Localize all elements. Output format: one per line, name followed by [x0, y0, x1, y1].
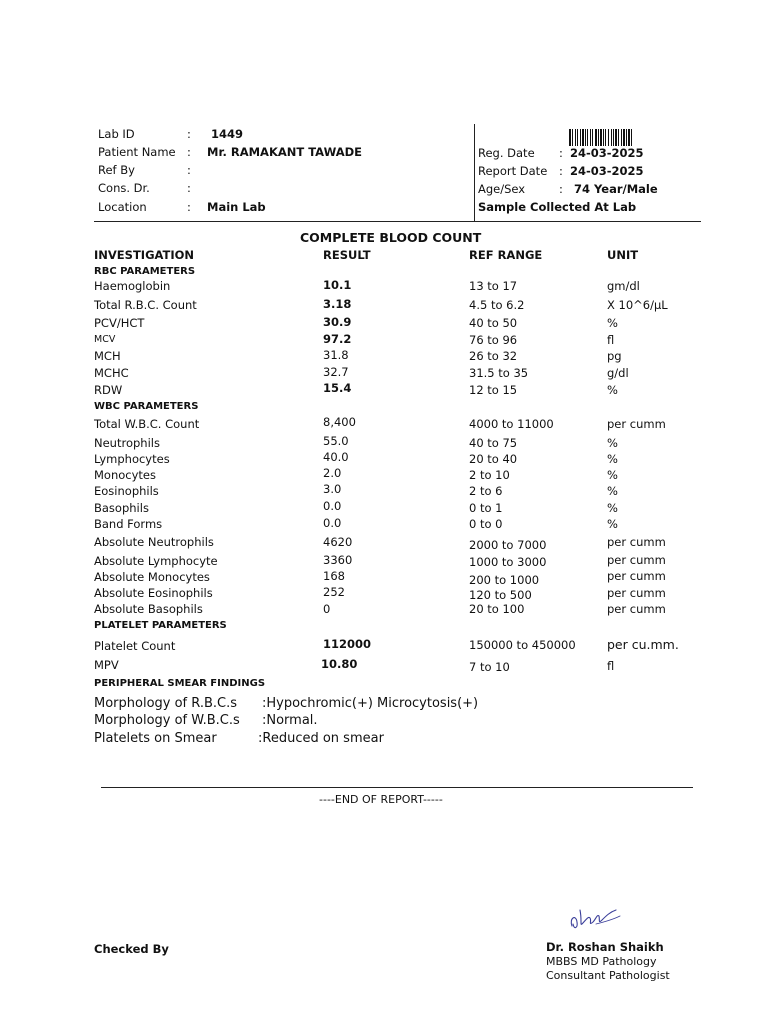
smear-value: :Reduced on smear: [258, 731, 384, 746]
test-result: 168: [323, 569, 345, 583]
test-result: 10.1: [323, 278, 352, 292]
table-row: [0, 602, 768, 618]
colon: :: [559, 164, 563, 178]
barcode-icon: [569, 129, 682, 146]
doctor-designation: Consultant Pathologist: [546, 969, 670, 982]
test-range: 4.5 to 6.2: [469, 298, 525, 312]
test-name: Absolute Lymphocyte: [94, 554, 218, 568]
doctor-name: Dr. Roshan Shaikh: [546, 940, 664, 954]
test-unit: X 10^6/µL: [607, 298, 668, 312]
table-row: [0, 484, 768, 500]
test-name: Basophils: [94, 501, 149, 515]
test-result: 3.18: [323, 297, 352, 311]
col-result: RESULT: [323, 248, 371, 262]
table-row: [0, 570, 768, 586]
doctor-qualification: MBBS MD Pathology: [546, 955, 657, 968]
test-unit: per cu.mm.: [607, 637, 679, 652]
test-range: 76 to 96: [469, 333, 518, 347]
test-name: Total W.B.C. Count: [94, 417, 200, 431]
colon: :: [187, 200, 191, 214]
section-smear: PERIPHERAL SMEAR FINDINGS: [94, 678, 266, 689]
table-row: [0, 535, 768, 551]
smear-label: Platelets on Smear: [94, 731, 217, 746]
col-ref-range: REF RANGE: [469, 248, 543, 262]
table-row: [0, 639, 768, 655]
test-unit: %: [607, 468, 618, 482]
colon: :: [559, 182, 563, 196]
test-unit: %: [607, 452, 618, 466]
test-range: 2000 to 7000: [469, 538, 547, 552]
test-result: 112000: [323, 637, 372, 651]
test-result: 3.0: [323, 482, 342, 496]
test-result: 0.0: [323, 516, 342, 530]
signature-icon: [566, 904, 624, 934]
test-unit: per cumm: [607, 602, 666, 616]
table-row: [0, 417, 768, 433]
section-platelet: PLATELET PARAMETERS: [94, 620, 227, 631]
test-range: 2 to 6: [469, 484, 503, 498]
test-range: 150000 to 450000: [469, 638, 576, 652]
test-unit: gm/dl: [607, 279, 640, 293]
colon: :: [559, 146, 563, 160]
test-result: 15.4: [323, 381, 352, 395]
table-row: [0, 554, 768, 570]
test-result: 40.0: [323, 450, 349, 464]
test-name: Absolute Monocytes: [94, 570, 210, 584]
test-unit: %: [607, 436, 618, 450]
test-range: 40 to 50: [469, 316, 518, 330]
patient-name-value: Mr. RAMAKANT TAWADE: [207, 145, 363, 159]
table-row: [0, 468, 768, 484]
test-result: 97.2: [323, 332, 352, 346]
table-row: [0, 316, 768, 332]
test-result: 0: [323, 602, 331, 616]
table-row: [0, 366, 768, 382]
sample-note: Sample Collected At Lab: [478, 200, 637, 214]
smear-value: :Hypochromic(+) Microcytosis(+): [262, 696, 479, 711]
test-result: 0.0: [323, 499, 342, 513]
test-range: 26 to 32: [469, 349, 518, 363]
report-date-value: 24-03-2025: [570, 164, 644, 178]
colon: :: [187, 127, 191, 141]
patient-name-label: Patient Name: [98, 145, 176, 159]
test-name: PCV/HCT: [94, 316, 145, 330]
test-unit: per cumm: [607, 586, 666, 600]
test-result: 8,400: [323, 415, 356, 429]
test-result: 2.0: [323, 466, 342, 480]
test-unit: g/dl: [607, 366, 629, 380]
section-rbc: RBC PARAMETERS: [94, 266, 196, 277]
table-row: [0, 452, 768, 468]
colon: :: [187, 163, 191, 177]
lab-id-value: 1449: [211, 127, 244, 141]
table-row: [0, 349, 768, 365]
test-unit: %: [607, 484, 618, 498]
test-unit: %: [607, 316, 618, 330]
table-row: [0, 279, 768, 295]
test-unit: fl: [607, 659, 615, 673]
test-name: MPV: [94, 658, 119, 672]
test-name: Absolute Neutrophils: [94, 535, 214, 549]
test-unit: per cumm: [607, 569, 666, 583]
test-result: 252: [323, 585, 345, 599]
test-name: Monocytes: [94, 468, 156, 482]
test-unit: per cumm: [607, 417, 666, 431]
test-range: 200 to 1000: [469, 573, 540, 587]
test-name: MCHC: [94, 366, 129, 380]
test-name: MCH: [94, 349, 121, 363]
col-investigation: INVESTIGATION: [94, 248, 195, 262]
test-unit: fl: [607, 333, 615, 347]
test-name: RDW: [94, 383, 123, 397]
smear-label: Morphology of W.B.C.s: [94, 713, 240, 728]
test-range: 120 to 500: [469, 588, 532, 602]
location-label: Location: [98, 200, 147, 214]
test-range: 31.5 to 35: [469, 366, 529, 380]
test-range: 2 to 10: [469, 468, 510, 482]
test-result: 55.0: [323, 434, 349, 448]
test-range: 13 to 17: [469, 279, 518, 293]
table-row: [0, 436, 768, 452]
test-unit: per cumm: [607, 535, 666, 549]
table-row: [0, 658, 768, 674]
reg-date-value: 24-03-2025: [570, 146, 644, 160]
test-range: 12 to 15: [469, 383, 518, 397]
test-name: Total R.B.C. Count: [94, 298, 197, 312]
test-unit: per cumm: [607, 553, 666, 567]
table-row: [0, 586, 768, 602]
test-name: Haemoglobin: [94, 279, 171, 293]
cons-dr-label: Cons. Dr.: [98, 181, 150, 195]
test-name: MCV: [94, 334, 116, 345]
smear-value: :Normal.: [262, 713, 318, 728]
age-sex-label: Age/Sex: [478, 182, 526, 196]
location-value: Main Lab: [207, 200, 266, 214]
test-range: 0 to 1: [469, 501, 503, 515]
test-name: Lymphocytes: [94, 452, 170, 466]
test-range: 0 to 0: [469, 517, 503, 531]
test-range: 1000 to 3000: [469, 555, 547, 569]
test-range: 40 to 75: [469, 436, 518, 450]
test-name: Eosinophils: [94, 484, 159, 498]
test-unit: %: [607, 501, 618, 515]
test-name: Neutrophils: [94, 436, 160, 450]
test-unit: %: [607, 383, 618, 397]
table-row: [0, 517, 768, 533]
colon: :: [187, 145, 191, 159]
test-result: 4620: [323, 535, 353, 549]
test-result: 10.80: [321, 657, 358, 671]
test-range: 20 to 40: [469, 452, 518, 466]
col-unit: UNIT: [607, 248, 639, 262]
test-result: 31.8: [323, 348, 349, 362]
test-result: 3360: [323, 553, 353, 567]
reg-date-label: Reg. Date: [478, 146, 535, 160]
test-range: 20 to 100: [469, 602, 525, 616]
header-rule: [94, 221, 701, 222]
report-date-label: Report Date: [478, 164, 548, 178]
test-name: Absolute Basophils: [94, 602, 203, 616]
test-unit: %: [607, 517, 618, 531]
test-name: Absolute Eosinophils: [94, 586, 213, 600]
table-row: [0, 383, 768, 399]
end-of-report: ----END OF REPORT-----: [319, 793, 443, 806]
ref-by-label: Ref By: [98, 163, 135, 177]
table-row: [0, 298, 768, 314]
section-wbc: WBC PARAMETERS: [94, 401, 199, 412]
age-sex-value: 74 Year/Male: [574, 182, 658, 196]
report-title: COMPLETE BLOOD COUNT: [300, 230, 482, 245]
test-range: 7 to 10: [469, 660, 510, 674]
end-rule: [101, 787, 693, 788]
header-divider: [474, 124, 475, 222]
test-unit: pg: [607, 349, 622, 363]
table-row: [0, 333, 768, 349]
test-result: 30.9: [323, 315, 352, 329]
test-result: 32.7: [323, 365, 349, 379]
checked-by: Checked By: [94, 942, 169, 956]
test-range: 4000 to 11000: [469, 417, 554, 431]
smear-label: Morphology of R.B.C.s: [94, 696, 237, 711]
test-name: Band Forms: [94, 517, 163, 531]
table-row: [0, 501, 768, 517]
colon: :: [187, 181, 191, 195]
test-name: Platelet Count: [94, 639, 176, 653]
lab-id-label: Lab ID: [98, 127, 135, 141]
